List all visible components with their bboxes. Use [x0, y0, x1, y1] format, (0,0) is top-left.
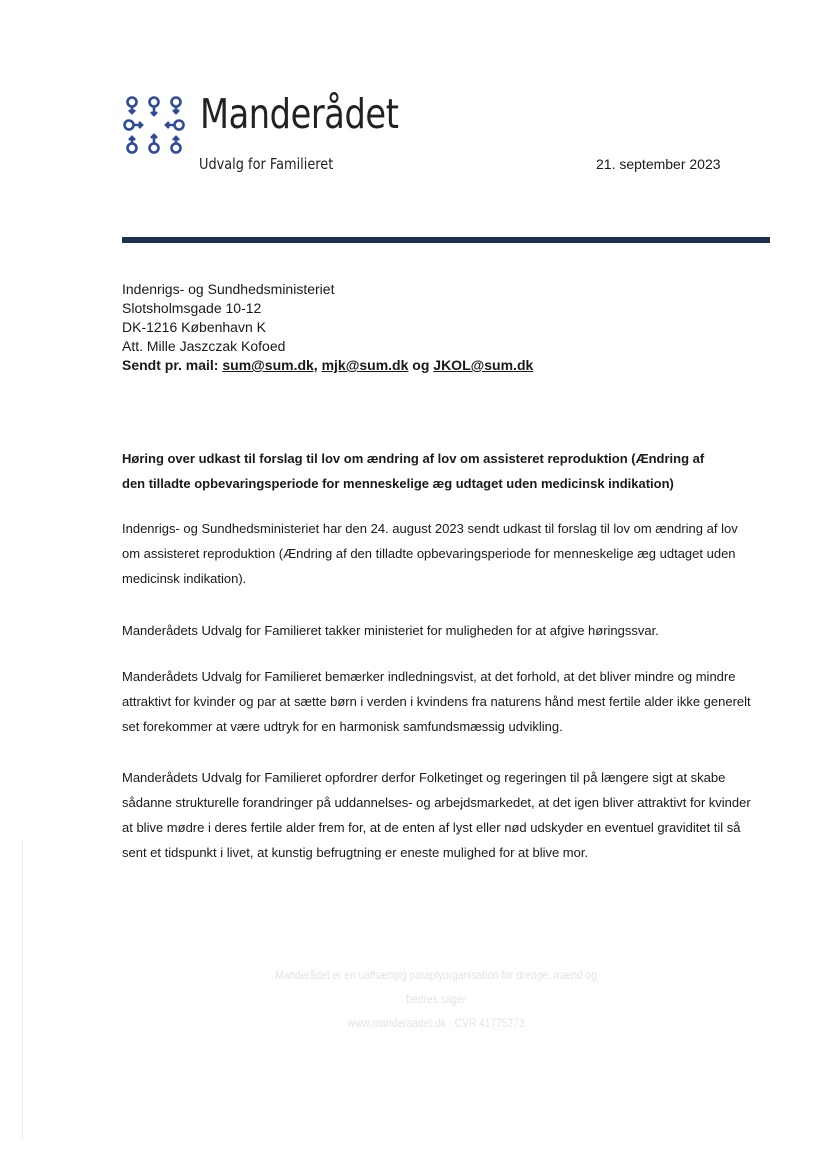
- scan-edge-line: [22, 840, 23, 1140]
- footer: [266, 963, 606, 1035]
- body-paragraph-3: Manderådets Udvalg for Familieret bemærker indledningsvist, at det forhold, at det bliver mindre og mindre attraktivt for kvinder og par at sætte børn i verden i kvindens fra naturens hånd mest fertile alder ikke generelt set forekommer at være udtryk for en harmonisk samfundsmæssig udvikling.: [122, 669, 751, 734]
- brand-subtitle: Udvalg for Familieret: [199, 155, 334, 173]
- email-link-jkol[interactable]: JKOL@sum.dk: [433, 357, 534, 373]
- letter-date: 21. september 2023: [596, 156, 721, 172]
- body-paragraph-1: Indenrigs- og Sundhedsministeriet har den 24. august 2023 sendt udkast til forslag til lov om ændring af lov om assisteret reproduktion (Ændring af den tilladte opbevaringsperiode for menneskelige æg udtaget uden medicinsk indikation).: [122, 521, 738, 586]
- letter-subject: Høring over udkast til forslag til lov om ændring af lov om assisteret reproduktion (Ændring af den tilladte opbevaringsperiode for menneskelige æg udtaget uden medicinsk indikation): [122, 451, 705, 491]
- recipient-street: Slotsholmsgade 10-12: [122, 300, 262, 316]
- logo-icon: [122, 93, 186, 157]
- body-paragraph-4: Manderådets Udvalg for Familieret opfordrer derfor Folketinget og regeringen til på længere sigt at skabe sådanne strukturelle forandringer på uddannelses- og arbejdsmarkedet, at det igen bliver attraktivt for kvinder at blive mødre i deres fertile alder frem for, at de enten af lyst eller nød udskyder en eventuel graviditet til så sent et tidspunkt i livet, at kunstig befrugtning er eneste mulighed for at blive mor.: [122, 770, 751, 860]
- recipient-attention: Att. Mille Jaszczak Kofoed: [122, 338, 286, 354]
- footer-line-1: Manderådet er en uafhængig paraplyorganisation for drenge, mænd og fædres sager: [275, 968, 597, 1006]
- sent-label: Sendt pr. mail:: [122, 357, 223, 373]
- sent-by-mail-line: [122, 356, 533, 375]
- body-paragraph-2: Manderådets Udvalg for Familieret takker ministeriet for muligheden for at afgive høringssvar.: [122, 623, 659, 638]
- recipient-address: [122, 280, 533, 375]
- email-link-sum[interactable]: sum@sum.dk,: [222, 357, 318, 373]
- recipient-city: DK-1216 København K: [122, 319, 266, 335]
- footer-line-2: www.manderaadet.dk · CVR 41775273: [347, 1016, 525, 1030]
- email-link-mjk[interactable]: mjk@sum.dk: [321, 357, 409, 373]
- recipient-name: Indenrigs- og Sundhedsministeriet: [122, 281, 335, 297]
- brand-name: Manderådet: [200, 90, 399, 138]
- email-conjunction: og: [408, 357, 434, 373]
- header-divider: [122, 237, 770, 243]
